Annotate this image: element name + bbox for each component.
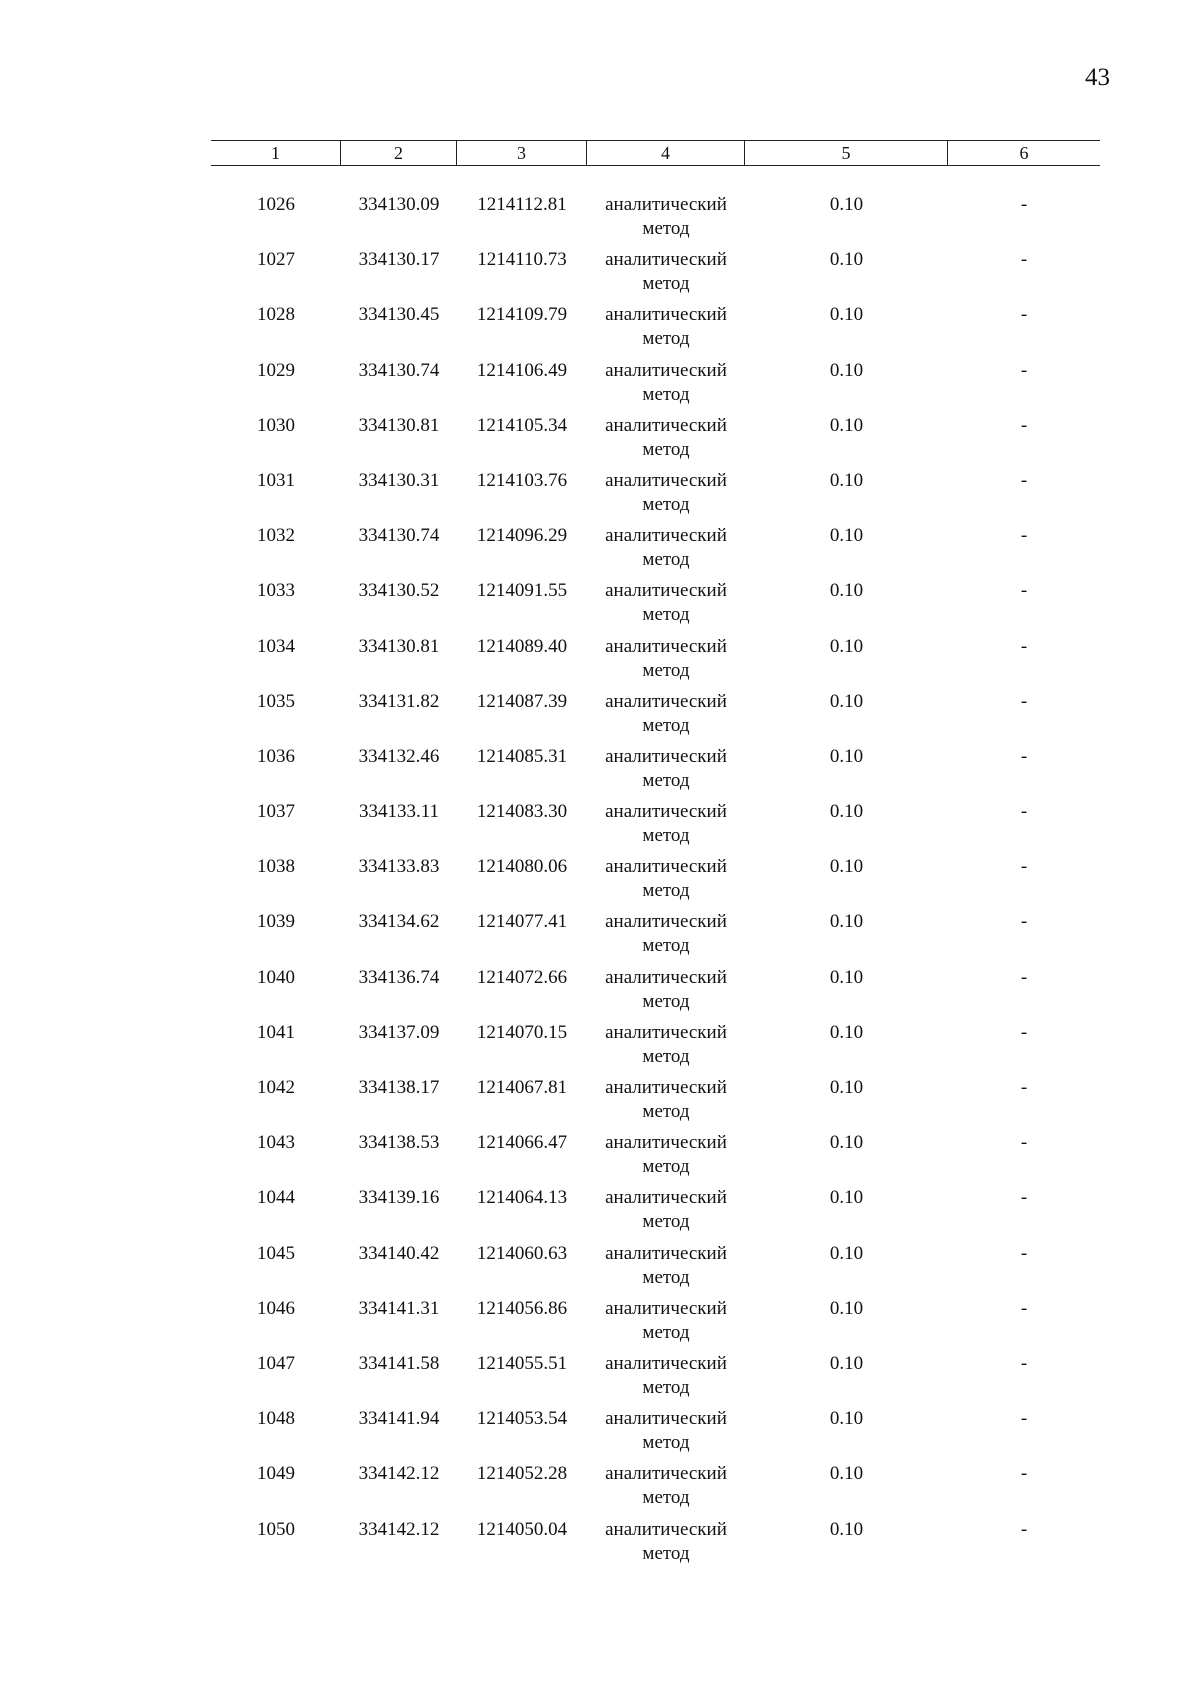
point-number: 1043 [257, 1132, 295, 1154]
method-line-2: метод [642, 935, 690, 957]
point-number: 1040 [257, 966, 295, 988]
accuracy-value: 0.10 [829, 194, 864, 215]
method-line-1: аналитический [605, 249, 727, 271]
note-value: - [1020, 1242, 1028, 1264]
method-cell [587, 690, 745, 745]
coordinate-x: 334137.09 [358, 1021, 440, 1043]
accuracy-value: 0.10 [829, 304, 864, 326]
method-line-2: метод [642, 990, 690, 1012]
method-cell [587, 414, 745, 469]
header-col-2: 2 [341, 141, 457, 165]
point-number: 1031 [257, 469, 295, 491]
coordinate-x: 334130.81 [358, 414, 440, 436]
header-col-3: 3 [457, 141, 587, 165]
note-value: - [1020, 525, 1028, 547]
method-line-1: аналитический [605, 966, 727, 988]
coordinate-x: 334130.09 [358, 194, 440, 215]
method-line-2: метод [642, 1266, 690, 1288]
method-line-1: аналитический [605, 304, 727, 326]
coordinate-x: 334130.52 [358, 580, 440, 602]
table-row [211, 855, 1100, 910]
coordinate-x: 334140.42 [358, 1242, 440, 1264]
method-line-2: метод [642, 1487, 690, 1509]
note-value: - [1020, 249, 1028, 271]
header-col-4: 4 [587, 141, 745, 165]
header-col-1: 1 [211, 141, 341, 165]
coordinate-x: 334138.17 [358, 1077, 440, 1098]
table-row [211, 248, 1100, 303]
coordinate-x: 334139.16 [358, 1187, 440, 1209]
coordinate-y: 1214105.34 [476, 414, 568, 436]
method-cell [587, 1021, 745, 1076]
table-row [211, 1021, 1100, 1076]
coordinate-x: 334130.31 [358, 469, 440, 491]
note-value: - [1020, 911, 1028, 933]
coordinate-x: 334133.11 [358, 801, 440, 823]
accuracy-value: 0.10 [829, 1242, 864, 1264]
point-number: 1027 [257, 249, 295, 271]
coordinate-x: 334141.58 [358, 1352, 440, 1374]
method-line-2: метод [642, 1321, 690, 1343]
method-line-1: аналитический [605, 911, 727, 933]
method-line-2: метод [642, 1156, 690, 1178]
method-line-1: аналитический [605, 690, 727, 712]
method-line-2: метод [642, 1542, 690, 1564]
method-cell [587, 855, 745, 910]
method-cell [587, 359, 745, 414]
method-line-1: аналитический [605, 1408, 727, 1430]
accuracy-value: 0.10 [829, 1408, 864, 1430]
point-number: 1044 [257, 1187, 295, 1209]
coordinate-y: 1214080.06 [476, 856, 568, 878]
method-line-2: метод [642, 604, 690, 626]
table-row [211, 1297, 1100, 1352]
point-number: 1026 [257, 194, 295, 215]
coordinate-y: 1214091.55 [476, 580, 568, 602]
point-number: 1050 [257, 1518, 295, 1540]
table-row [211, 414, 1100, 469]
method-cell [587, 745, 745, 800]
point-number: 1035 [257, 690, 295, 712]
note-value: - [1020, 469, 1028, 491]
table-row [211, 1407, 1100, 1462]
coordinate-y: 1214070.15 [476, 1021, 568, 1043]
coordinate-y: 1214096.29 [476, 525, 568, 547]
point-number: 1041 [257, 1021, 295, 1043]
method-line-1: аналитический [605, 801, 727, 823]
method-line-2: метод [642, 1432, 690, 1454]
point-number: 1045 [257, 1242, 295, 1264]
method-line-1: аналитический [605, 414, 727, 436]
method-line-2: метод [642, 1101, 690, 1122]
method-line-1: аналитический [605, 359, 727, 381]
method-cell [587, 635, 745, 690]
method-line-1: аналитический [605, 1297, 727, 1319]
method-line-2: метод [642, 383, 690, 405]
coordinate-y: 1214066.47 [476, 1132, 568, 1154]
method-line-1: аналитический [605, 1518, 727, 1540]
coordinate-y: 1214052.28 [476, 1463, 568, 1485]
method-cell [587, 800, 745, 855]
method-line-2: метод [642, 438, 690, 460]
method-line-2: метод [642, 493, 690, 515]
method-line-1: аналитический [605, 1352, 727, 1374]
method-cell [587, 1131, 745, 1186]
note-value: - [1020, 304, 1028, 326]
header-col-6: 6 [1019, 143, 1029, 163]
method-cell [587, 469, 745, 524]
table-row [211, 359, 1100, 414]
coordinate-x: 334132.46 [358, 745, 440, 767]
method-line-2: метод [642, 328, 690, 350]
table-row [211, 1352, 1100, 1407]
table-row [211, 579, 1100, 634]
coordinate-y: 1214087.39 [476, 690, 568, 712]
method-cell [587, 524, 745, 579]
note-value: - [1020, 745, 1028, 767]
note-value: - [1020, 359, 1028, 381]
point-number: 1037 [257, 801, 295, 823]
coordinate-y: 1214103.76 [476, 469, 568, 491]
coordinate-y: 1214067.81 [476, 1077, 568, 1098]
method-cell [587, 303, 745, 358]
coordinate-y: 1214109.79 [476, 304, 568, 326]
note-value: - [1020, 1132, 1028, 1154]
method-line-2: метод [642, 825, 690, 847]
table-body [211, 193, 1100, 1573]
header-col-5: 5 [745, 141, 948, 165]
accuracy-value: 0.10 [829, 745, 864, 767]
table-row [211, 193, 1100, 248]
coordinate-x: 334130.74 [358, 359, 440, 381]
coordinate-x: 334133.83 [358, 856, 440, 878]
table-row [211, 745, 1100, 800]
method-line-1: аналитический [605, 745, 727, 767]
coordinate-y: 1214072.66 [476, 966, 568, 988]
coordinate-x: 334130.45 [358, 304, 440, 326]
note-value: - [1020, 1021, 1028, 1043]
method-cell [587, 966, 745, 1021]
method-line-1: аналитический [605, 525, 727, 547]
method-line-1: аналитический [605, 1132, 727, 1154]
method-line-2: метод [642, 1376, 690, 1398]
method-cell [587, 1297, 745, 1352]
method-cell [587, 1462, 745, 1517]
accuracy-value: 0.10 [829, 1463, 864, 1485]
accuracy-value: 0.10 [829, 1132, 864, 1154]
note-value: - [1020, 1463, 1028, 1485]
point-number: 1032 [257, 525, 295, 547]
table-row [211, 1462, 1100, 1517]
point-number: 1034 [257, 635, 295, 657]
method-cell [587, 1186, 745, 1241]
coordinate-x: 334138.53 [358, 1132, 440, 1154]
coordinate-x: 334131.82 [358, 690, 440, 712]
accuracy-value: 0.10 [829, 359, 864, 381]
note-value: - [1020, 966, 1028, 988]
method-line-2: метод [642, 714, 690, 736]
point-number: 1030 [257, 414, 295, 436]
method-cell [587, 1242, 745, 1297]
point-number: 1029 [257, 359, 295, 381]
coordinate-x: 334130.81 [358, 635, 440, 657]
point-number: 1042 [257, 1077, 295, 1098]
coordinate-x: 334134.62 [358, 911, 440, 933]
table-row [211, 635, 1100, 690]
point-number: 1048 [257, 1408, 295, 1430]
coordinate-x: 334142.12 [358, 1518, 440, 1540]
table-row [211, 690, 1100, 745]
coordinate-y: 1214060.63 [476, 1242, 568, 1264]
note-value: - [1020, 414, 1028, 436]
accuracy-value: 0.10 [829, 469, 864, 491]
table-row [211, 910, 1100, 965]
accuracy-value: 0.10 [829, 1077, 864, 1098]
method-cell [587, 1076, 745, 1131]
point-number: 1049 [257, 1463, 295, 1485]
accuracy-value: 0.10 [829, 249, 864, 271]
method-line-1: аналитический [605, 1021, 727, 1043]
table-row [211, 1186, 1100, 1241]
accuracy-value: 0.10 [829, 525, 864, 547]
coordinate-x: 334141.94 [358, 1408, 440, 1430]
note-value: - [1020, 690, 1028, 712]
table-row [211, 1131, 1100, 1186]
point-number: 1046 [257, 1297, 295, 1319]
accuracy-value: 0.10 [829, 635, 864, 657]
coordinate-y: 1214112.81 [477, 194, 567, 215]
accuracy-value: 0.10 [829, 966, 864, 988]
method-cell [587, 248, 745, 303]
accuracy-value: 0.10 [829, 801, 864, 823]
coordinate-y: 1214106.49 [476, 359, 568, 381]
coordinate-y: 1214050.04 [476, 1518, 568, 1540]
accuracy-value: 0.10 [829, 1187, 864, 1209]
table-row [211, 966, 1100, 1021]
method-cell [587, 1352, 745, 1407]
method-cell [587, 193, 745, 248]
coordinate-y: 1214053.54 [476, 1408, 568, 1430]
note-value: - [1020, 856, 1028, 878]
coordinate-x: 334142.12 [358, 1463, 440, 1485]
coordinate-y: 1214056.86 [476, 1297, 568, 1319]
table-row [211, 1242, 1100, 1297]
coordinate-y: 1214089.40 [476, 635, 568, 657]
coordinate-y: 1214085.31 [476, 745, 568, 767]
method-line-1: аналитический [605, 856, 727, 878]
table-row [211, 800, 1100, 855]
accuracy-value: 0.10 [829, 856, 864, 878]
method-line-1: аналитический [605, 469, 727, 491]
accuracy-value: 0.10 [829, 580, 864, 602]
note-value: - [1020, 1408, 1028, 1430]
coordinate-x: 334136.74 [358, 966, 440, 988]
method-line-1: аналитический [605, 1187, 727, 1209]
note-value: - [1020, 1518, 1028, 1540]
method-line-2: метод [642, 549, 690, 571]
coordinate-y: 1214083.30 [476, 801, 568, 823]
coordinate-x: 334130.17 [358, 249, 440, 271]
accuracy-value: 0.10 [829, 690, 864, 712]
note-value: - [1020, 801, 1028, 823]
method-line-1: аналитический [605, 194, 727, 215]
note-value: - [1020, 1187, 1028, 1209]
page-number: 43 [1085, 64, 1110, 91]
coordinate-y: 1214077.41 [476, 911, 568, 933]
note-value: - [1020, 635, 1028, 657]
point-number: 1047 [257, 1352, 295, 1374]
table-row [211, 1076, 1100, 1131]
table-row [211, 303, 1100, 358]
point-number: 1038 [257, 856, 295, 878]
method-line-2: метод [642, 1211, 690, 1233]
note-value: - [1020, 1352, 1028, 1374]
method-line-2: метод [642, 1045, 690, 1067]
accuracy-value: 0.10 [829, 1297, 864, 1319]
coordinate-y: 1214055.51 [476, 1352, 568, 1374]
table-row [211, 469, 1100, 524]
accuracy-value: 0.10 [829, 1352, 864, 1374]
point-number: 1028 [257, 304, 295, 326]
table-row [211, 524, 1100, 579]
method-line-2: метод [642, 880, 690, 902]
method-cell [587, 579, 745, 634]
method-cell [587, 1518, 745, 1573]
coordinate-y: 1214110.73 [477, 249, 567, 271]
accuracy-value: 0.10 [829, 1021, 864, 1043]
method-line-2: метод [642, 769, 690, 791]
method-line-1: аналитический [605, 1242, 727, 1264]
method-cell [587, 1407, 745, 1462]
accuracy-value: 0.10 [829, 414, 864, 436]
note-value: - [1020, 1077, 1028, 1098]
method-line-1: аналитический [605, 635, 727, 657]
note-value: - [1020, 580, 1028, 602]
coordinate-x: 334141.31 [358, 1297, 440, 1319]
method-line-1: аналитический [605, 1077, 727, 1098]
table-row [211, 1518, 1100, 1573]
method-line-1: аналитический [605, 580, 727, 602]
coordinate-y: 1214064.13 [476, 1187, 568, 1209]
method-line-2: метод [642, 218, 690, 239]
method-line-1: аналитический [605, 1463, 727, 1485]
point-number: 1033 [257, 580, 295, 602]
method-line-2: метод [642, 273, 690, 295]
accuracy-value: 0.10 [829, 1518, 864, 1540]
method-line-2: метод [642, 659, 690, 681]
point-number: 1039 [257, 911, 295, 933]
table-header [211, 140, 1100, 166]
accuracy-value: 0.10 [829, 911, 864, 933]
method-cell [587, 910, 745, 965]
point-number: 1036 [257, 745, 295, 767]
coordinate-x: 334130.74 [358, 525, 440, 547]
note-value: - [1020, 194, 1028, 215]
note-value: - [1020, 1297, 1028, 1319]
